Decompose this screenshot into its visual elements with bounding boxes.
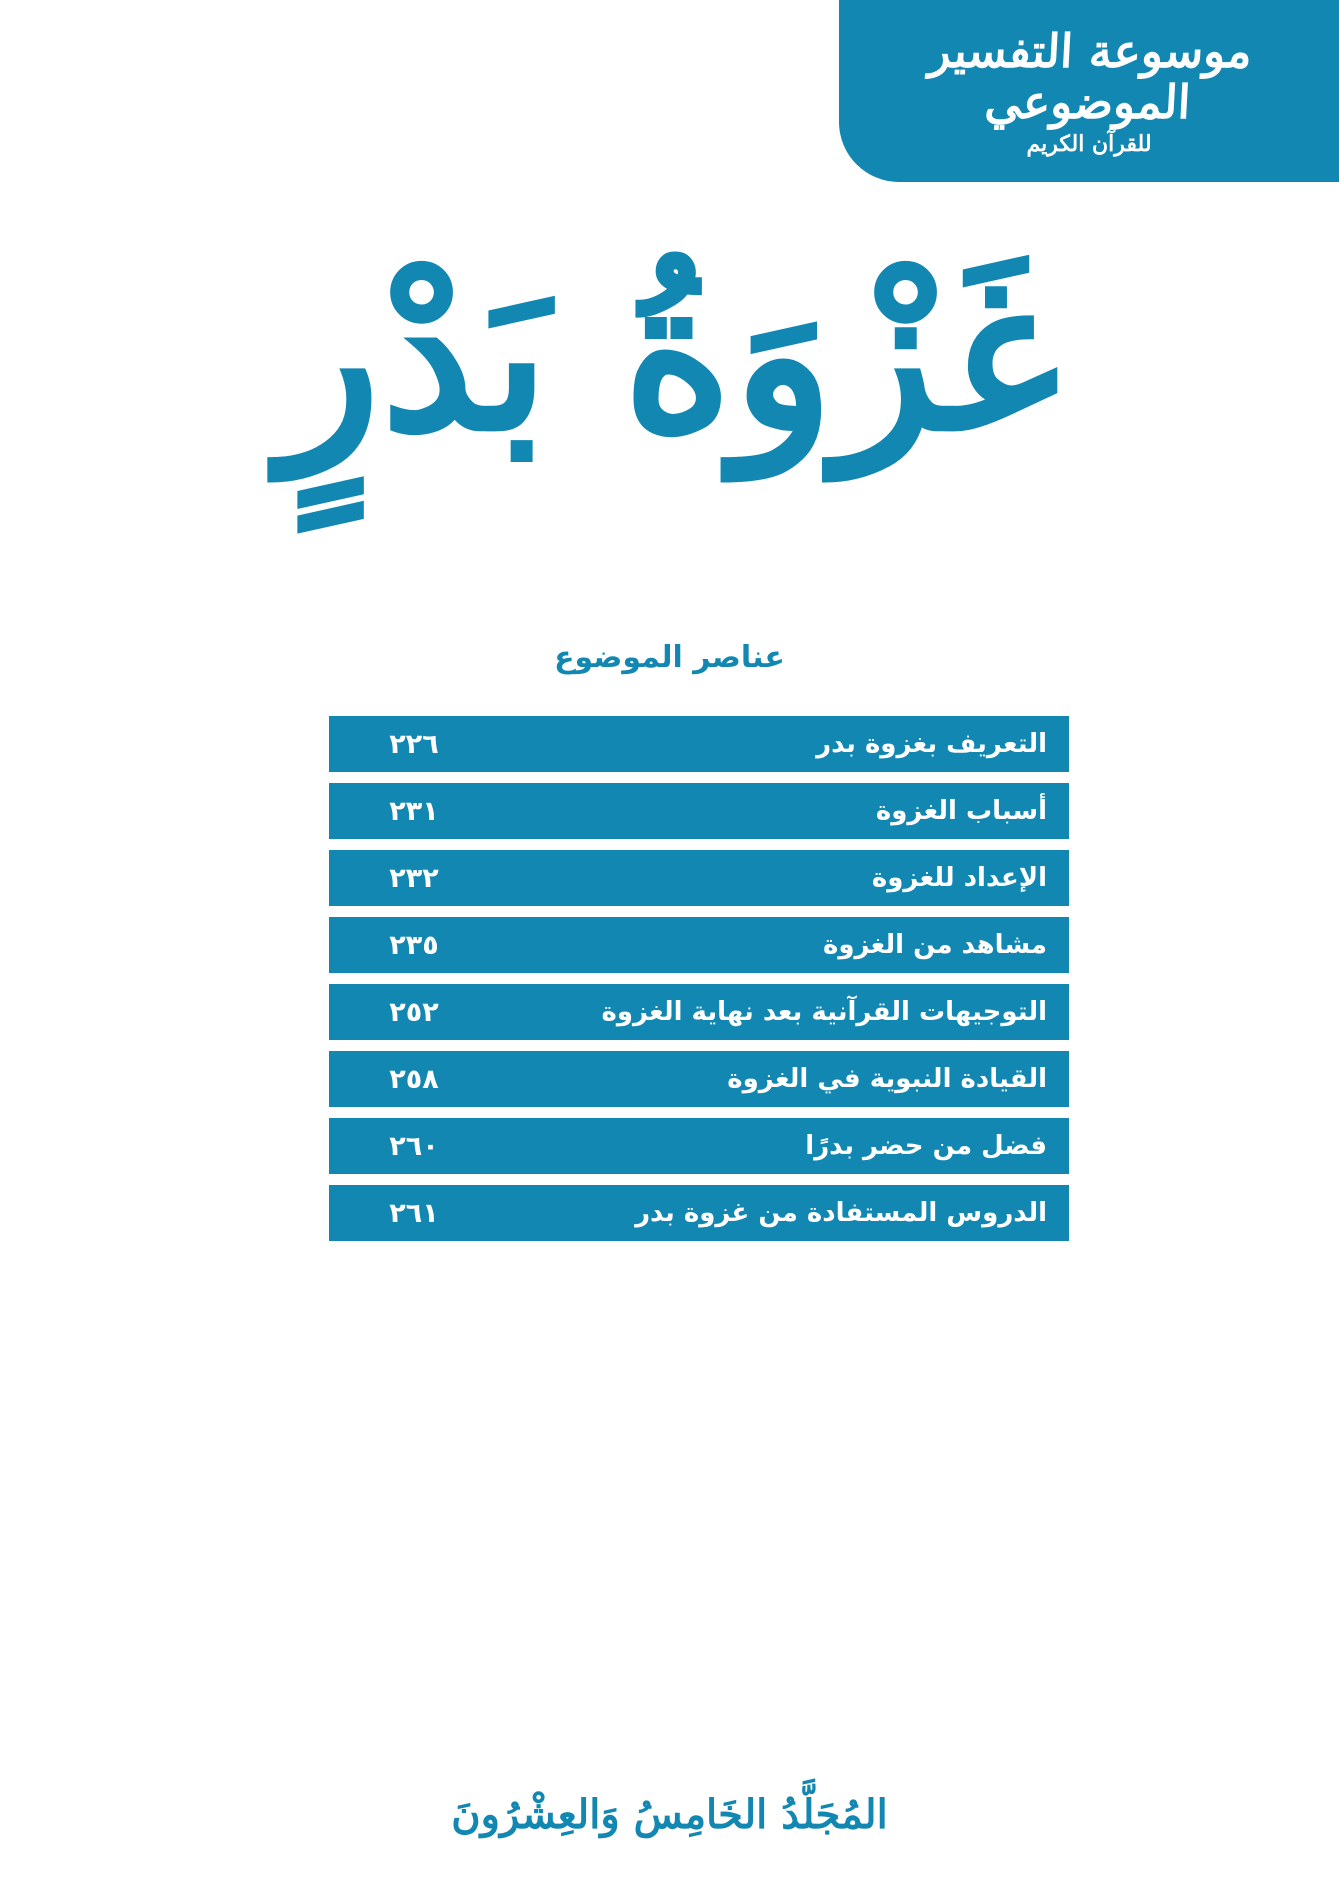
toc-item-page: ٢٥٢ — [389, 996, 439, 1028]
contents-heading: عناصر الموضوع — [554, 640, 785, 675]
toc-item-page: ٢٣٢ — [389, 862, 439, 894]
toc-item-label: أسباب الغزوة — [875, 796, 1047, 826]
toc-item-label: الدروس المستفادة من غزوة بدر — [635, 1198, 1047, 1228]
toc-item-page: ٢٢٦ — [389, 728, 439, 760]
logo-sub-text: للقرآن الكريم — [1026, 130, 1152, 157]
table-row[interactable] — [329, 1118, 1069, 1174]
toc-item-label: مشاهد من الغزوة — [823, 930, 1047, 960]
toc-item-label: التعريف بغزوة بدر — [816, 729, 1047, 759]
toc-item-label: فضل من حضر بدرًا — [805, 1131, 1047, 1161]
toc-item-page: ٢٦١ — [389, 1197, 439, 1229]
table-row[interactable] — [329, 984, 1069, 1040]
volume-footer: المُجَلَّدُ الخَامِسُ وَالعِشْرُونَ — [451, 1791, 888, 1838]
table-row[interactable] — [329, 917, 1069, 973]
toc-item-page: ٢٣٥ — [389, 929, 439, 961]
table-row[interactable] — [329, 1051, 1069, 1107]
page-title: غَزْوَةُ بَدْرٍ — [279, 231, 1060, 478]
toc-item-label: القيادة النبوية في الغزوة — [727, 1064, 1047, 1094]
table-row[interactable] — [329, 783, 1069, 839]
toc-item-label: التوجيهات القرآنية بعد نهاية الغزوة — [601, 997, 1047, 1027]
table-row[interactable] — [329, 716, 1069, 772]
toc-item-page: ٢٥٨ — [389, 1063, 439, 1095]
table-of-contents — [329, 716, 1069, 1241]
table-row[interactable] — [329, 1185, 1069, 1241]
publisher-logo — [839, 0, 1339, 182]
toc-item-page: ٢٦٠ — [389, 1130, 439, 1162]
table-row[interactable] — [329, 850, 1069, 906]
toc-item-page: ٢٣١ — [389, 795, 439, 827]
toc-item-label: الإعداد للغزوة — [871, 863, 1047, 893]
logo-main-text: موسوعة التفسير الموضوعي — [927, 24, 1254, 129]
logo-text-block — [839, 26, 1339, 155]
